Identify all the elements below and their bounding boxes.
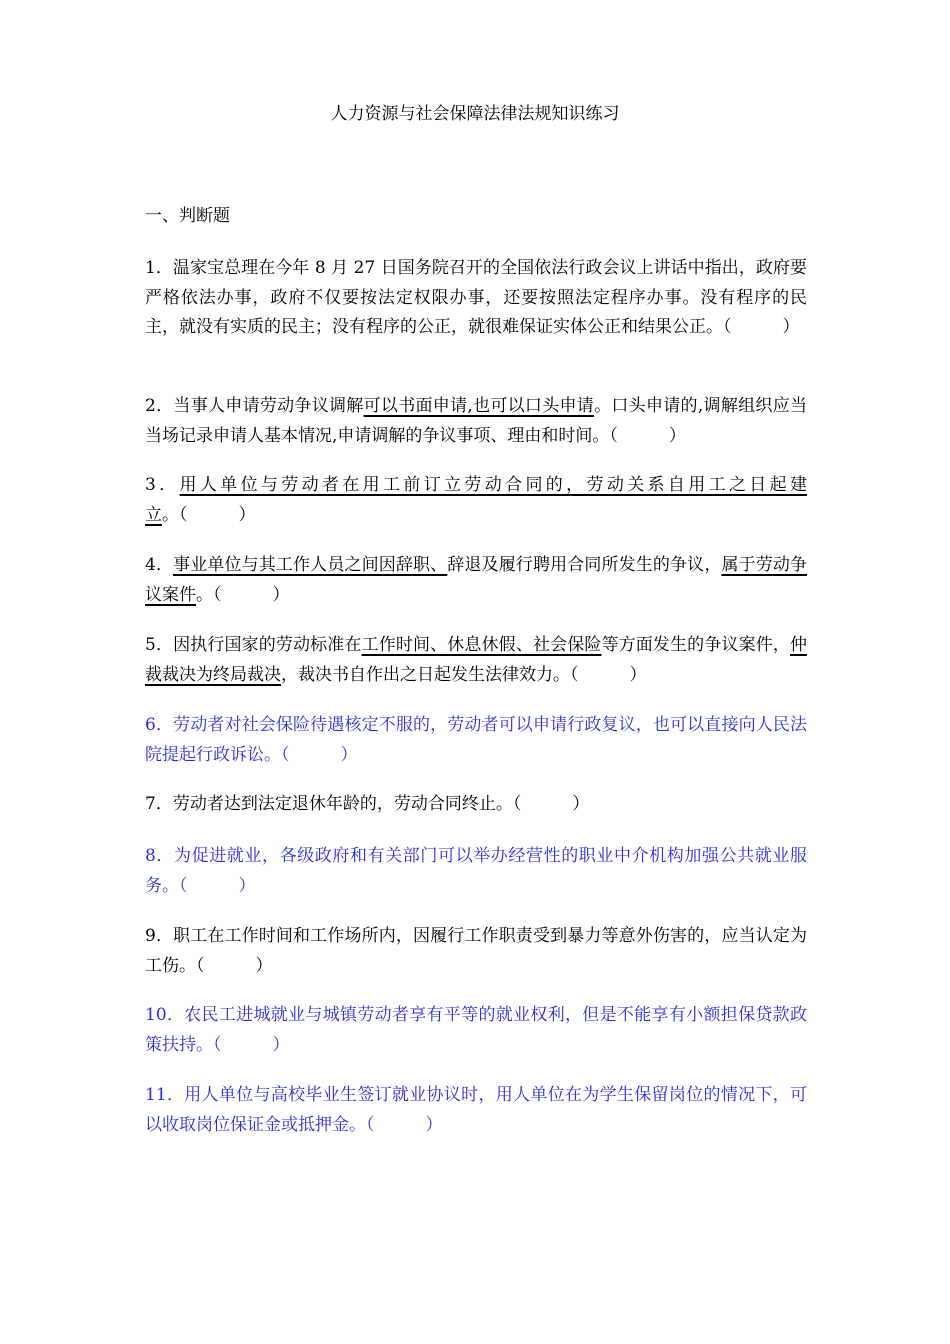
question-3 [145,471,807,530]
question-2 [145,392,807,451]
question-10 [145,1001,807,1060]
question-8 [145,842,807,901]
question-text: 1．温家宝总理在今年 8 月 27 日国务院召开的全国依法行政会议上讲话中指出，政府要严格依法办事，政府不仅要按法定权限办事，还要按照法定程序办事。没有程序的民主，就没有实质的民主；没有程序的公正，就很难保证实体公正和结果公正。（ ） [145,258,807,337]
question-text: 6．劳动者对社会保险待遇核定不服的，劳动者可以申请行政复议，也可以直接向人民法院提起行政诉讼。（ ） [145,715,807,765]
question-9 [145,922,807,981]
question-6 [145,711,807,770]
question-11 [145,1081,807,1140]
question-text: 11．用人单位与高校毕业生签订就业协议时，用人单位在为学生保留岗位的情况下，可以收取岗位保证金或抵押金。（ ） [145,1085,807,1135]
question-text: 10．农民工进城就业与城镇劳动者享有平等的就业权利，但是不能享有小额担保贷款政策扶持。（ ） [145,1005,807,1055]
document-title: 人力资源与社会保障法律法规知识练习 [330,104,620,124]
question-text: 3． [145,475,180,495]
question-text: 。（ ） [162,504,256,525]
underlined-text: 事业单位与其工作人员之间因辞职、 [173,555,448,575]
question-text: 9．职工在工作时间和工作场所内，因履行工作职责受到暴力等意外伤害的，应当认定为工伤。（ ） [145,926,807,976]
question-text: 。（ ） [196,584,290,605]
question-text: 。口头申请的,调解组织应当当场记录申请人基本情况,申请调解的争议事项、理由和时间。（ ） [145,396,807,446]
underlined-text: 属于劳动争议案件 [145,555,808,605]
section-heading: 一、判断题 [145,206,230,226]
question-text: 等方面发生的争议案件， [601,635,790,655]
question-text: 7．劳动者达到法定退休年龄的，劳动合同终止。（ ） [145,794,590,814]
question-5 [145,631,807,690]
question-text: 2．当事人申请劳动争议调解 [145,396,364,416]
question-text: 5．因执行国家的劳动标准在 [145,635,362,655]
underlined-text: 仲裁裁决为终局裁决 [145,635,807,685]
question-text: 辞退及履行聘用合同所发生的争议， [447,555,722,575]
question-text: 4． [145,555,174,575]
question-text: ，裁决书自作出之日起发生法律效力。（ ） [281,664,647,685]
question-text: 8．为促进就业，各级政府和有关部门可以举办经营性的职业中介机构加强公共就业服务。（ ） [145,846,807,896]
question-1 [145,254,807,343]
question-4 [145,551,807,610]
underlined-text: 可以书面申请,也可以口头申请 [363,396,595,416]
underlined-text: 用人单位与劳动者在用工前订立劳动合同的，劳动关系自用工之日起建立 [145,475,807,525]
question-7 [145,790,807,820]
underlined-text: 工作时间、休息休假、社会保险 [361,635,602,655]
